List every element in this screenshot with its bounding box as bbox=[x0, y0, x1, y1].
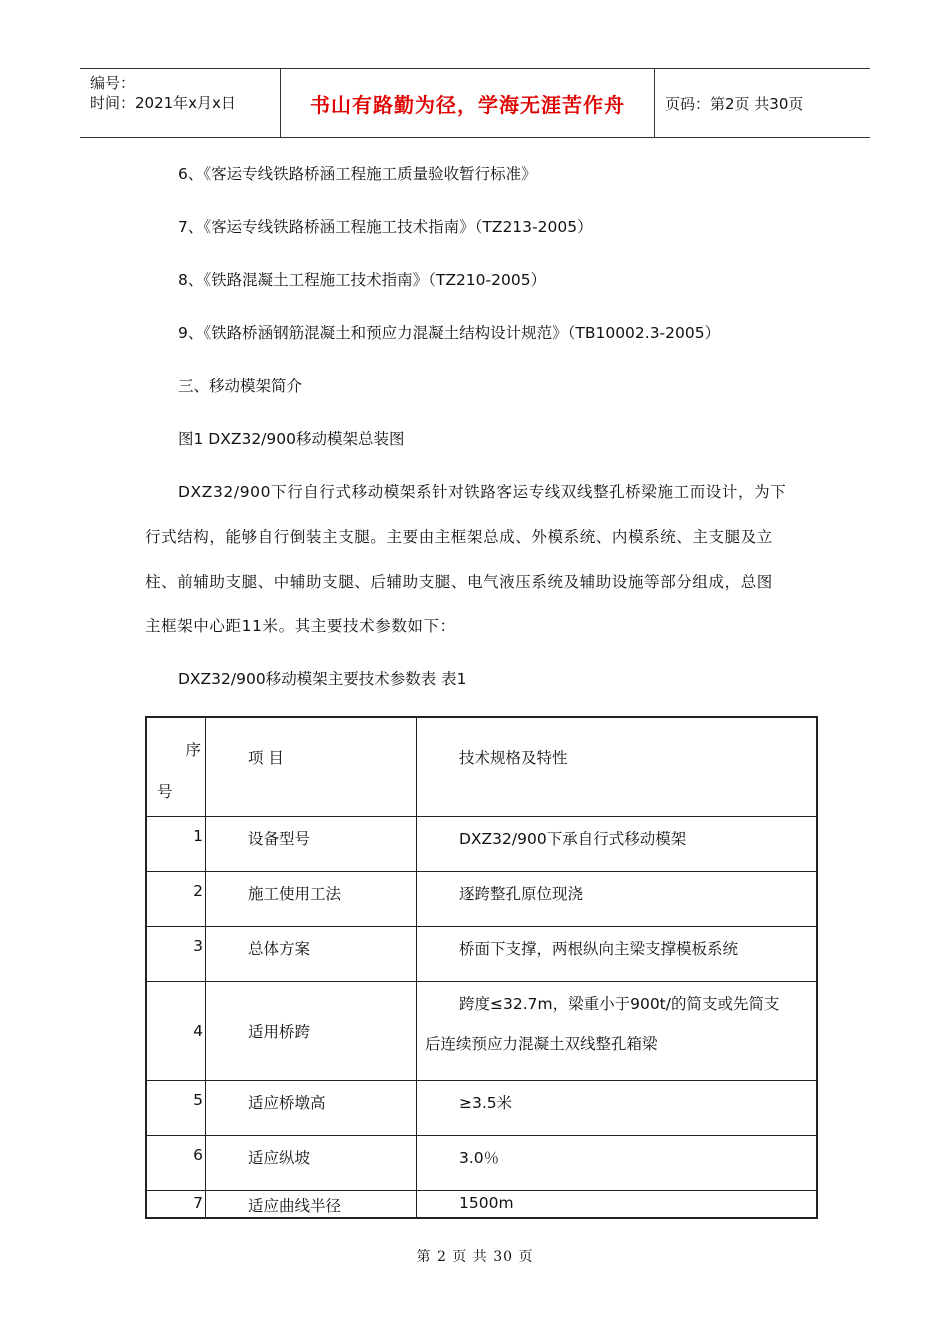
body-paragraph-line: 柱、前辅助支腿、中辅助支腿、后辅助支腿、电气液压系统及辅助设施等部分组成，总图 bbox=[145, 573, 773, 591]
number-label: 编号： bbox=[90, 74, 136, 92]
row-item: 设备型号 bbox=[206, 816, 417, 871]
table-row bbox=[146, 1190, 817, 1218]
row-spec: 3.0％ bbox=[417, 1135, 818, 1190]
row-item: 总体方案 bbox=[206, 926, 417, 981]
row-no: 2 bbox=[146, 871, 206, 926]
body-paragraph-line: 主框架中心距11米。其主要技术参数如下： bbox=[145, 617, 456, 635]
header-motto: 书山有路勤为径，学海无涯苦作舟 bbox=[310, 92, 625, 117]
row-spec: ≥3.5米 bbox=[417, 1080, 818, 1135]
page-header bbox=[80, 68, 870, 138]
section-title: 三、移动模架简介 bbox=[178, 377, 303, 395]
body-paragraph-line: 行式结构，能够自行倒装主支腿。主要由主框架总成、外模系统、内模系统、主支腿及立 bbox=[145, 528, 773, 546]
header-no-part: 序 bbox=[185, 741, 201, 759]
page-footer: 第 2 页 共 30 页 bbox=[416, 1249, 534, 1265]
table-row bbox=[146, 1135, 817, 1190]
row-spec: DXZ32/900下承自行式移动模架 bbox=[417, 816, 818, 871]
table-row bbox=[146, 816, 817, 871]
row-spec: 跨度≤32.7m，梁重小于900t/的简支或先简支 后连续预应力混凝土双线整孔箱梁 bbox=[417, 981, 818, 1080]
row-spec: 逐跨整孔原位现浇 bbox=[417, 871, 818, 926]
table-row bbox=[146, 981, 817, 1080]
row-no: 5 bbox=[146, 1080, 206, 1135]
table-row bbox=[146, 1080, 817, 1135]
header-cell-spec: 技术规格及特性 bbox=[417, 717, 818, 816]
table-row bbox=[146, 871, 817, 926]
row-spec: 1500m bbox=[417, 1190, 818, 1218]
row-no: 7 bbox=[146, 1190, 206, 1218]
header-page-info: 页码：第2页 共30页 bbox=[665, 94, 804, 113]
figure-caption: 图1 DXZ32/900移动模架总装图 bbox=[178, 430, 405, 448]
header-meta bbox=[90, 73, 236, 113]
table-row bbox=[146, 926, 817, 981]
row-item: 施工使用工法 bbox=[206, 871, 417, 926]
row-item: 适应纵坡 bbox=[206, 1135, 417, 1190]
row-no: 3 bbox=[146, 926, 206, 981]
row-item: 适应曲线半径 bbox=[206, 1190, 417, 1218]
reference-item: 6、《客运专线铁路桥涵工程施工质量验收暂行标准》 bbox=[178, 165, 537, 183]
table-header-row bbox=[146, 717, 817, 816]
row-item: 适用桥跨 bbox=[206, 981, 417, 1080]
reference-item: 7、《客运专线铁路桥涵工程施工技术指南》（TZ213-2005） bbox=[178, 218, 593, 236]
row-no: 1 bbox=[146, 816, 206, 871]
row-no: 4 bbox=[146, 981, 206, 1080]
header-cell-item: 项 目 bbox=[206, 717, 417, 816]
row-spec: 桥面下支撑，两根纵向主梁支撑模板系统 bbox=[417, 926, 818, 981]
row-item: 适应桥墩高 bbox=[206, 1080, 417, 1135]
body-paragraph-line: DXZ32/900下行自行式移动模架系针对铁路客运专线双线整孔桥梁施工而设计，为下 bbox=[178, 483, 787, 501]
table-caption: DXZ32/900移动模架主要技术参数表 表1 bbox=[178, 670, 467, 688]
header-cell-no bbox=[146, 717, 206, 816]
row-no: 6 bbox=[146, 1135, 206, 1190]
reference-item: 8、《铁路混凝土工程施工技术指南》（TZ210-2005） bbox=[178, 271, 547, 289]
header-divider bbox=[654, 69, 655, 137]
parameters-table bbox=[145, 716, 818, 1219]
reference-item: 9、《铁路桥涵钢筋混凝土和预应力混凝土结构设计规范》（TB10002.3-2005） bbox=[178, 324, 721, 342]
header-no-part: 号 bbox=[157, 783, 173, 801]
time-label: 时间：2021年x月x日 bbox=[90, 94, 236, 112]
